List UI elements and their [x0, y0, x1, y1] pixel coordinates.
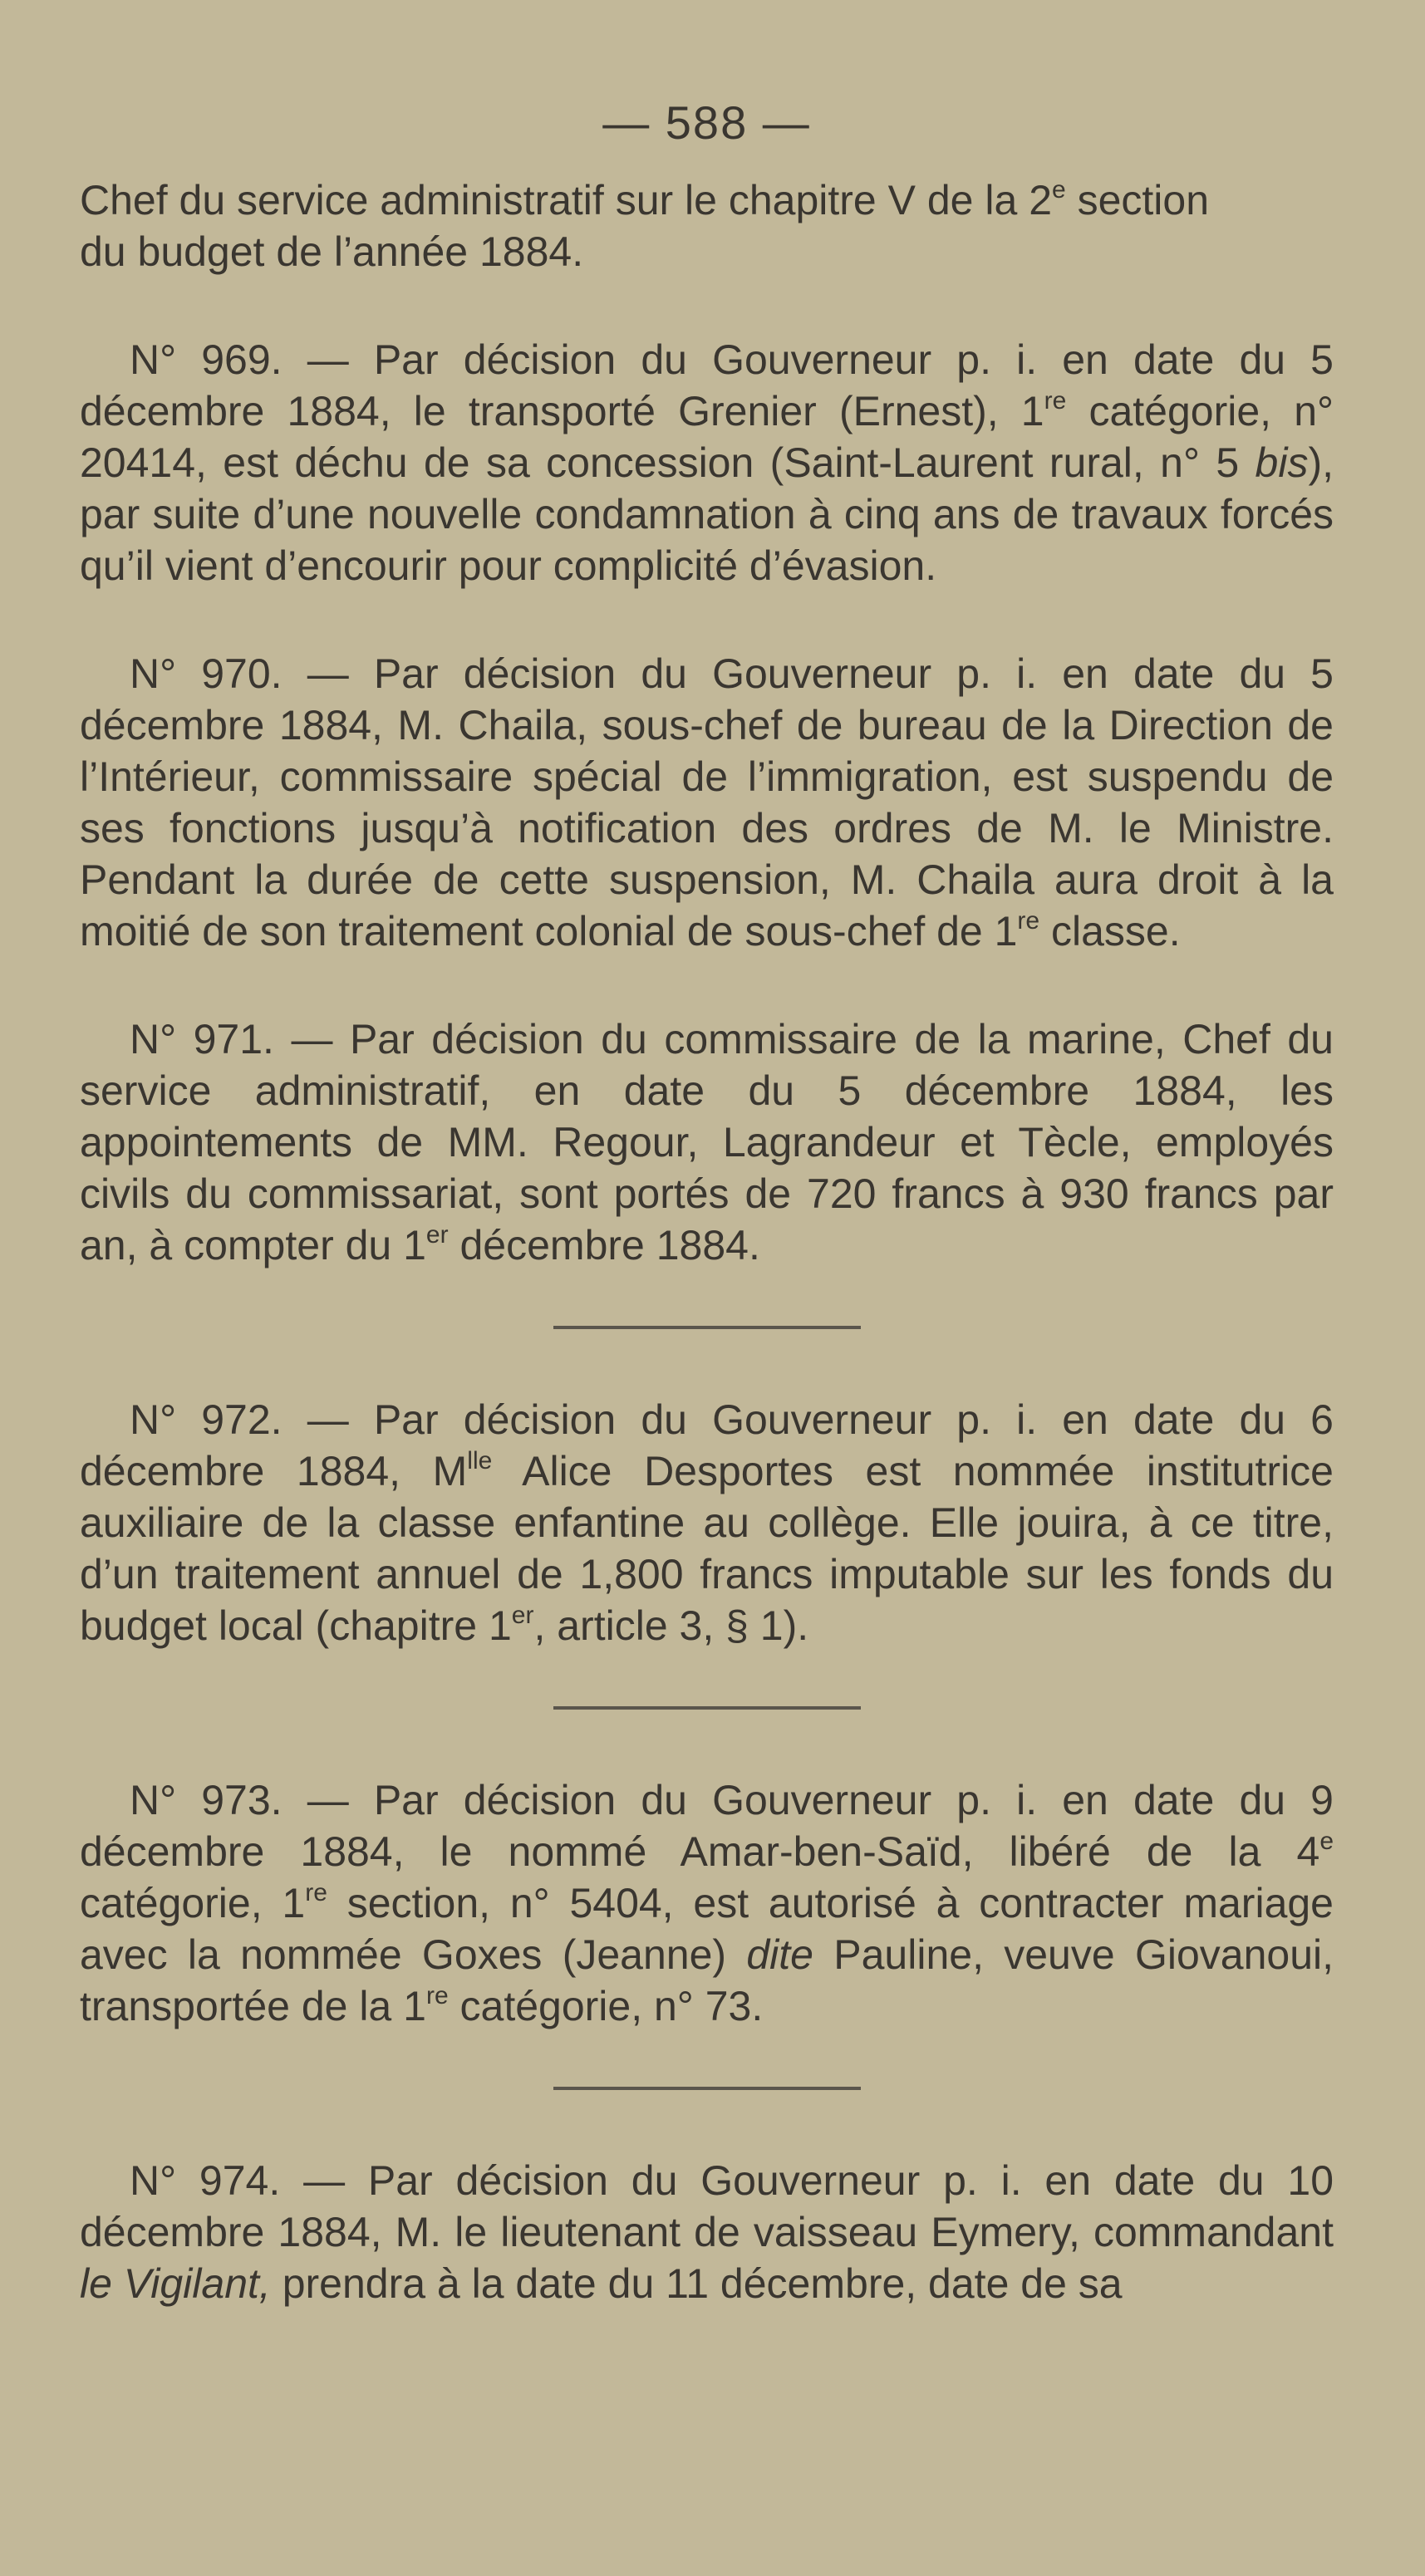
entry-number: N° 972. — [130, 1396, 283, 1443]
italic-text: bis — [1255, 439, 1309, 486]
italic-text: dite — [746, 1931, 813, 1978]
entry-974 — [80, 2155, 1334, 2309]
entry-text: — Par décision du Gouverneur p. i. en date du 5 décembre 1884, le transporté Grenier (Ernest), 1 — [80, 336, 1334, 434]
entry-text: décembre 1884. — [448, 1222, 760, 1268]
entry-text: prendra à la date du 11 décembre, date de sa — [270, 2260, 1123, 2307]
entry-text: , article 3, § 1). — [533, 1602, 809, 1649]
superscript: er — [425, 1221, 449, 1249]
entry-number: N° 973. — [130, 1777, 283, 1823]
separator-rule — [553, 1706, 861, 1710]
superscript: e — [1319, 1828, 1334, 1855]
entry-972 — [80, 1394, 1334, 1651]
entry-text: Pauline, veuve Giovanoui, transportée de la 1 — [80, 1931, 1334, 2029]
entry-text: — Par décision du Gouverneur p. i. en date du 9 décembre 1884, le nommé Amar-ben-Saïd, libéré de la 4 — [80, 1777, 1334, 1875]
separator-rule — [553, 2087, 861, 2090]
entry-text: catégorie, 1 — [80, 1880, 306, 1926]
entry-text: — Par décision du Gouverneur p. i. en date du 10 décembre 1884, M. le lieutenant de vaisseau Eymery, commandant — [80, 2157, 1334, 2255]
superscript: lle — [467, 1447, 493, 1474]
entry-number: N° 970. — [130, 650, 283, 697]
entry-number: N° 971. — [130, 1016, 274, 1062]
page-number: — 588 — — [602, 96, 811, 149]
superscript: re — [425, 1982, 449, 2009]
entry-number: N° 969. — [130, 336, 283, 383]
superscript: e — [1052, 176, 1066, 204]
entry-number: N° 974. — [130, 2157, 281, 2204]
entry-text: catégorie, n° 20414, est déchu de sa concession (Saint-Laurent rural, n° 5 — [80, 388, 1334, 486]
entry-973 — [80, 1774, 1334, 2032]
entry-text: — Par décision du commissaire de la marine, Chef du service administratif, en date du 5 décembre 1884, les appointements de MM. Regour, Lagrandeur et Tècle, employés civils du commissariat, sont portés de 720 francs à 930 francs par an, à compter du 1 — [80, 1016, 1334, 1268]
superscript: re — [1044, 387, 1067, 415]
entry-969 — [80, 334, 1334, 591]
entry-text: catégorie, n° 73. — [448, 1983, 764, 2029]
superscript: er — [511, 1602, 534, 1629]
entry-970 — [80, 648, 1334, 957]
intro-text: du budget de l’année 1884. — [80, 228, 584, 275]
entry-text: — Par décision du Gouverneur p. i. en date du 5 décembre 1884, M. Chaila, sous-chef de bureau de la Direction de l’Intérieur, commissaire spécial de l’immigration, est suspendu de ses fonctions jusqu’à notification des ordres de M. le Ministre. Pendant la durée de cette suspension, M. Chaila aura droit à la moitié de son traitement colonial de sous-chef de 1 — [80, 650, 1334, 954]
entry-text: Alice Desportes est nommée institutrice auxiliaire de la classe enfantine au collège. Elle jouira, à ce titre, d’un traitement annuel de 1,800 francs imputable sur les fonds du budget local (chapitre 1 — [80, 1448, 1334, 1649]
entry-971 — [80, 1013, 1334, 1271]
intro-paragraph — [80, 174, 1334, 277]
entry-text: ), par suite d’une nouvelle condamnation à cinq ans de travaux forcés qu’il vient d’encourir pour complicité d’évasion. — [80, 439, 1334, 589]
italic-text: le Vigilant, — [80, 2260, 271, 2307]
entry-text: classe. — [1039, 908, 1181, 954]
separator-rule — [553, 1326, 861, 1329]
superscript: re — [305, 1879, 327, 1906]
entry-text: section, n° 5404, est autorisé à contracter mariage avec la nommée Goxes (Jeanne) — [80, 1880, 1334, 1978]
intro-text: section — [1065, 177, 1210, 223]
superscript: re — [1017, 907, 1040, 935]
entry-text: — Par décision du Gouverneur p. i. en date du 6 décembre 1884, M — [80, 1396, 1334, 1494]
intro-text: Chef du service administratif sur le chapitre V de la 2 — [80, 177, 1052, 223]
